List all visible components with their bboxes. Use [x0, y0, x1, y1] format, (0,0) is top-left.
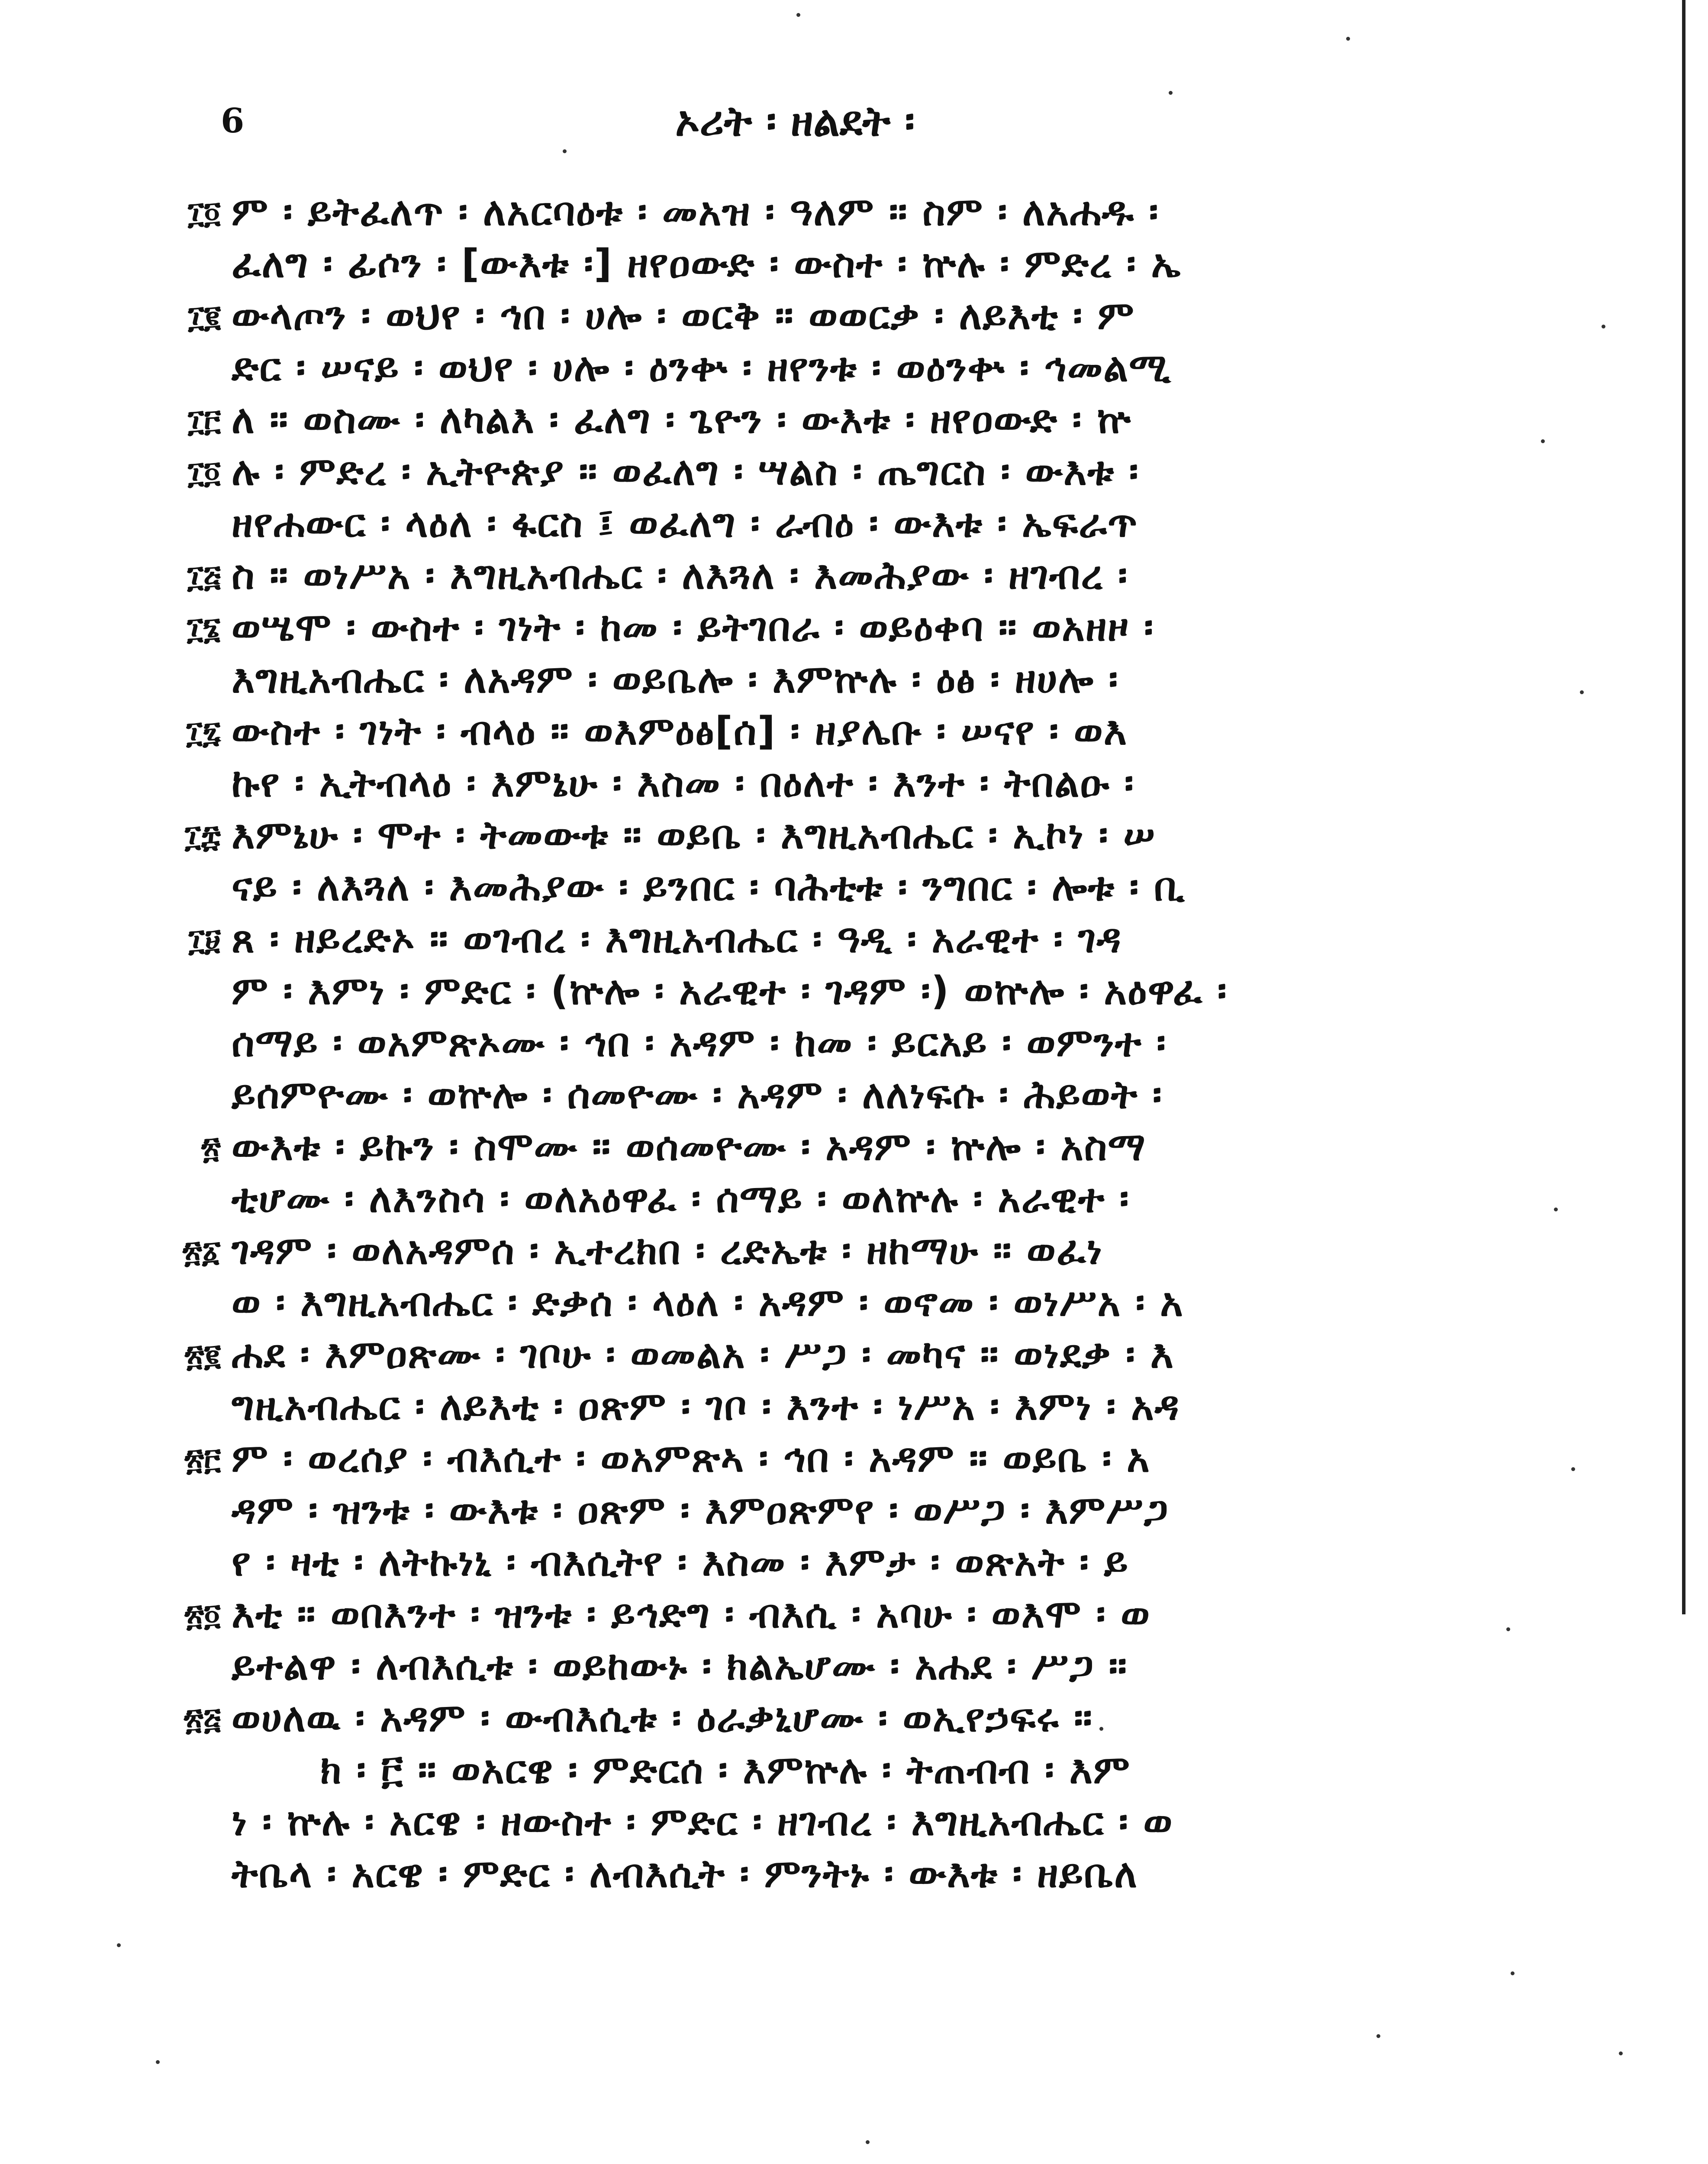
- line-text: ገዳም ፡ ወለአዳምሰ ፡ ኢተረክበ ፡ ረድኤቱ ፡ ዘከማሁ ። ወፈነ: [232, 1228, 1103, 1273]
- verse-number: ፳፭: [184, 1701, 221, 1737]
- line-text: ፈለግ ፡ ፊሶን ፡ [ውእቱ ፡] ዘየዐውድ ፡ ውስተ ፡ ኵሉ ፡ ምድረ ፡ ኤ: [232, 241, 1182, 287]
- verse-number: ፲፮: [187, 610, 221, 646]
- line-text: ውላጦን ፡ ወህየ ፡ ኅበ ፡ ሀሎ ፡ ወርቅ ። ወወርቃ ፡ ለይእቲ ፡ ም: [232, 293, 1135, 338]
- page-edge-rule: [1682, 0, 1685, 1614]
- text-line: [156, 1329, 1506, 1381]
- text-line: [156, 342, 1506, 394]
- scan-speck: [156, 2060, 160, 2064]
- text-line: [156, 809, 1506, 861]
- text-line: [156, 1692, 1506, 1744]
- line-text: ውስተ ፡ ገነት ፡ ብላዕ ። ወእምዕፅ[ሰ] ፡ ዘያሌቡ ፡ ሠናየ ፡ ወእ: [232, 708, 1128, 754]
- line-text: ም ፡ ይትፈለጥ ፡ ለአርባዕቱ ፡ መአዝ ፡ ዓለም ። ስም ፡ ለአሐዱ ፡: [232, 189, 1159, 235]
- text-line: [156, 238, 1506, 290]
- text-line: [156, 705, 1506, 757]
- text-line: [156, 1744, 1506, 1796]
- text-line: [156, 861, 1506, 913]
- text-line: [156, 1277, 1506, 1329]
- text-line: [156, 1381, 1506, 1433]
- line-text: ም ፡ ወረሰያ ፡ ብእሲተ ፡ ወአምጽኣ ፡ ኅበ ፡ አዳም ። ወይቤ ፡ አ: [232, 1436, 1150, 1481]
- text-line: [156, 290, 1506, 342]
- text-line: [156, 1069, 1506, 1121]
- line-text: ወሤሞ ፡ ውስተ ፡ ገነት ፡ ከመ ፡ ይትገበራ ፡ ወይዕቀባ ። ወአዘዞ ፡: [232, 605, 1154, 650]
- body-text: [156, 186, 1506, 1900]
- scan-speck: [1346, 37, 1350, 41]
- line-text: ክ ፡ ፫ ። ወአርዌ ፡ ምድርሰ ፡ እምኵሉ ፡ ትጠብብ ፡ እም: [320, 1747, 1131, 1793]
- text-line: [156, 1536, 1506, 1588]
- text-line: [156, 186, 1506, 238]
- scan-speck: [1602, 325, 1605, 328]
- line-text: ሉ ፡ ምድረ ፡ ኢትዮጵያ ። ወፈለግ ፡ ሣልስ ፡ ጤግርስ ፡ ውእቱ ፡: [232, 449, 1139, 494]
- scan-speck: [866, 2140, 870, 2144]
- line-text: ውእቱ ፡ ይኩን ፡ ስሞሙ ። ወሰመዮሙ ፡ አዳም ፡ ኵሎ ፡ አስማ: [232, 1124, 1147, 1169]
- text-line: [156, 1225, 1506, 1277]
- text-line: [156, 1017, 1506, 1069]
- line-text: ወ ፡ እግዚአብሔር ፡ ድቃሰ ፡ ላዕለ ፡ አዳም ፡ ወኖመ ፡ ወነሥአ ፡ አ: [232, 1280, 1184, 1325]
- text-line: [156, 498, 1506, 550]
- verse-number: ፲፱: [188, 922, 221, 958]
- line-text: ግዚአብሔር ፡ ለይእቲ ፡ ዐጽም ፡ ገቦ ፡ እንተ ፡ ነሥአ ፡ እምነ ፡ አዳ: [232, 1384, 1180, 1429]
- verse-number: ፲፬: [188, 195, 221, 231]
- line-text: ጸ ፡ ዘይረድኦ ። ወገብረ ፡ እግዚአብሔር ፡ ዓዲ ፡ አራዊተ ፡ ገዳ: [232, 916, 1122, 962]
- line-text: ዘየሐውር ፡ ላዕለ ፡ ፋርስ ፤ ወፈለግ ፡ ራብዕ ፡ ውእቱ ፡ ኤፍራጥ: [232, 501, 1138, 546]
- running-title: ኦሪት ፡ ዘልደት ፡: [675, 97, 915, 145]
- text-line: [156, 1588, 1506, 1640]
- text-line: [156, 654, 1506, 705]
- scan-speck: [1554, 1208, 1558, 1211]
- line-text: እቲ ። ወበእንተ ፡ ዝንቱ ፡ ይኅድግ ፡ ብእሲ ፡ አባሁ ፡ ወእሞ ፡ ወ: [232, 1591, 1151, 1637]
- line-text: ድር ፡ ሠናይ ፡ ወህየ ፡ ሀሎ ፡ ዕንቍ ፡ ዘየንቱ ፡ ወዕንቍ ፡ ኅመልሚ: [232, 345, 1172, 390]
- line-text: ይሰምዮሙ ፡ ወኵሎ ፡ ሰመዮሙ ፡ አዳም ፡ ለለነፍሱ ፡ ሕይወት ፡: [232, 1072, 1163, 1117]
- text-line: [156, 550, 1506, 602]
- scan-speck: [1506, 1627, 1510, 1631]
- scan-speck: [796, 13, 800, 17]
- line-text: ኩየ ፡ ኢትብላዕ ፡ እምኔሁ ፡ እስመ ፡ በዕለተ ፡ እንተ ፡ ትበልዑ ፡: [232, 760, 1134, 806]
- line-text: ወሀለዉ ፡ አዳም ፡ ውብእሲቱ ፡ ዕራቃኒሆሙ ፡ ወኢየኃፍሩ ።: [232, 1695, 1093, 1741]
- line-text: የ ፡ ዛቲ ፡ ለትኩነኒ ፡ ብእሲትየ ፡ እስመ ፡ እምታ ፡ ወጽአት ፡ ይ: [232, 1539, 1129, 1585]
- scan-speck: [1511, 1971, 1515, 1975]
- verse-number: ፳፬: [184, 1597, 221, 1633]
- line-text: ስ ። ወነሥአ ፡ እግዚአብሔር ፡ ለእጓለ ፡ እመሕያው ፡ ዘገብረ ፡: [232, 553, 1128, 598]
- text-line: [156, 757, 1506, 809]
- text-line: [156, 1433, 1506, 1485]
- line-text: ናይ ፡ ለእጓለ ፡ እመሕያው ፡ ይንበር ፡ ባሕቲቱ ፡ ንግበር ፡ ሎቱ ፡ ቢ: [232, 864, 1186, 910]
- line-text: ሰማይ ፡ ወአምጽኦሙ ፡ ኅበ ፡ አዳም ፡ ከመ ፡ ይርአይ ፡ ወምንተ ፡: [232, 1020, 1167, 1066]
- scan-speck: [1619, 2051, 1623, 2055]
- verse-number: ፳፩: [182, 1233, 221, 1269]
- verse-number: ፳፫: [184, 1441, 221, 1477]
- line-text: ም ፡ እምነ ፡ ምድር ፡ (ኵሎ ፡ አራዊተ ፡ ገዳም ፡) ወኵሎ ፡ አዕዋፈ ፡: [232, 968, 1228, 1014]
- text-line: [156, 913, 1506, 965]
- text-line: [156, 394, 1506, 446]
- line-text: ትቤላ ፡ አርዌ ፡ ምድር ፡ ለብእሲት ፡ ምንትኑ ፡ ውእቱ ፡ ዘይቤለ: [232, 1851, 1138, 1897]
- line-text: ቲሆሙ ፡ ለእንስሳ ፡ ወለአዕዋፈ ፡ ሰማይ ፡ ወለኵሉ ፡ አራዊተ ፡: [232, 1176, 1130, 1221]
- line-text: ነ ፡ ኵሉ ፡ አርዌ ፡ ዘውስተ ፡ ምድር ፡ ዘገብረ ፡ እግዚአብሔር ፡ ወ: [232, 1799, 1173, 1845]
- verse-number: ፳፪: [184, 1337, 221, 1373]
- text-line: [156, 446, 1506, 498]
- text-line: [156, 1796, 1506, 1848]
- verse-number: ፲፫: [188, 403, 221, 438]
- text-line: [156, 1485, 1506, 1536]
- text-line: [156, 1848, 1506, 1900]
- verse-number: ፲፭: [187, 558, 221, 594]
- text-line: [156, 1640, 1506, 1692]
- line-text: ይተልዋ ፡ ለብእሲቱ ፡ ወይከውኑ ፡ ክልኤሆሙ ፡ አሐደ ፡ ሥጋ ።: [232, 1643, 1128, 1689]
- line-text: ለ ። ወስሙ ፡ ለካልእ ፡ ፈለግ ፡ ጌዮን ፡ ውእቱ ፡ ዘየዐውድ ፡ ኵ: [232, 397, 1132, 442]
- text-line: [156, 602, 1506, 654]
- page-number: 6: [221, 101, 245, 141]
- line-text: እምኔሁ ፡ ሞተ ፡ ትመውቱ ። ወይቤ ፡ እግዚአብሔር ፡ ኢኮነ ፡ ሠ: [232, 812, 1156, 858]
- line-text: ሐደ ፡ እምዐጽሙ ፡ ገቦሁ ፡ ወመልአ ፡ ሥጋ ፡ መካና ። ወነደቃ ፡ እ: [232, 1332, 1174, 1377]
- scan-speck: [1541, 439, 1545, 443]
- scan-speck: [1571, 1467, 1575, 1471]
- verse-number: ፲፪: [188, 299, 221, 335]
- page-header: [208, 91, 1506, 151]
- text-line: [156, 965, 1506, 1017]
- verse-number: ፲፯: [186, 714, 221, 750]
- verse-number: ፲፬: [188, 454, 221, 490]
- text-line: [156, 1121, 1506, 1173]
- line-text: ዳም ፡ ዝንቱ ፡ ውእቱ ፡ ዐጽም ፡ እምዐጽምየ ፡ ወሥጋ ፡ እምሥጋ: [232, 1488, 1169, 1533]
- scan-speck: [117, 1943, 121, 1947]
- line-text: እግዚአብሔር ፡ ለአዳም ፡ ወይቤሎ ፡ እምኵሉ ፡ ዕፅ ፡ ዘሀሎ ፡: [232, 657, 1119, 702]
- scan-speck: [1580, 690, 1584, 694]
- verse-number: ፳: [201, 1130, 221, 1166]
- verse-number: ፲፰: [184, 818, 221, 854]
- text-line: [156, 1173, 1506, 1225]
- scan-speck: [1376, 2034, 1380, 2038]
